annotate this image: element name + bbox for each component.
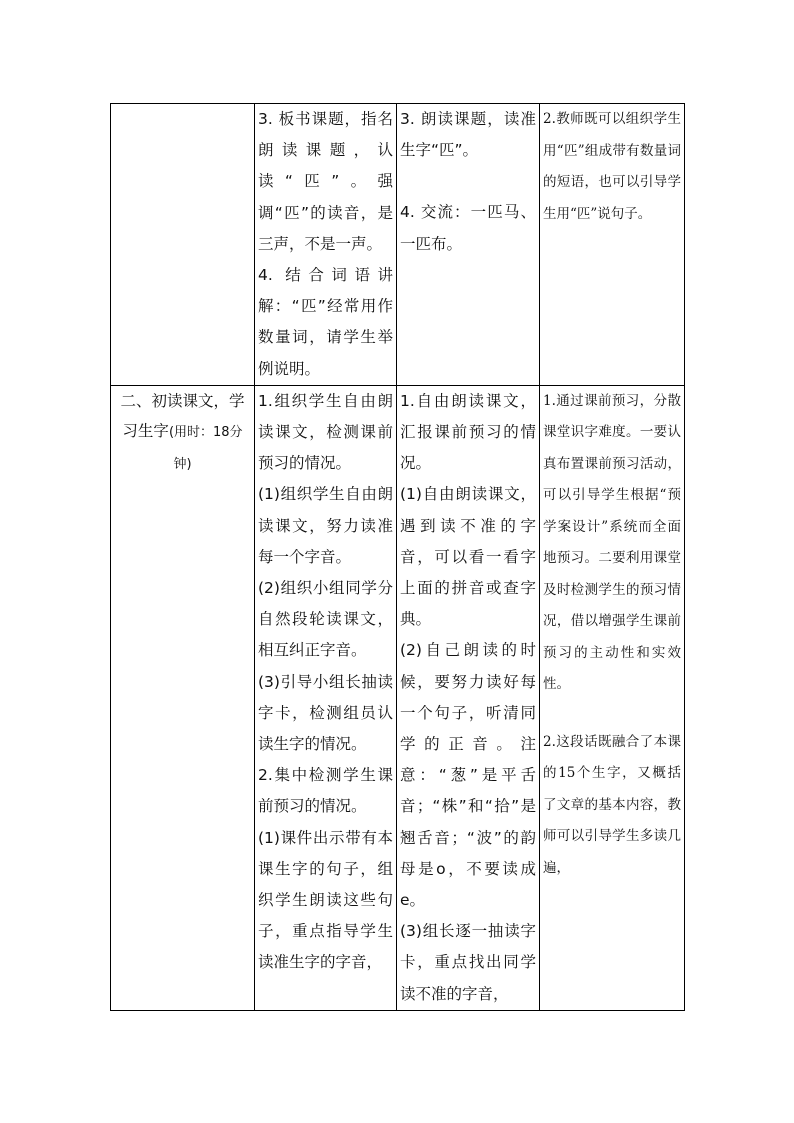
table-row: [111, 104, 685, 386]
student-step: (2)自己朗读的时候，要努力读好每一个句子，听清同学的正音。注意：“葱”是平舌音；“株”和“拾”是翘舌音；“波”的韵母是o，不要读成e。: [400, 641, 536, 910]
stage-cell: [111, 385, 255, 1010]
design-note: 2.这段话既融合了本课的15个生字，又概括了文章的基本内容，教师可以引导学生多读几遍，: [543, 733, 681, 876]
student-activity-cell: [397, 385, 540, 1010]
design-note: 1.通过课前预习，分散课堂识字难度。一要认真布置课前预习活动，可以引导学生根据“预学案设计”系统而全面地预习。二要利用课堂及时检测学生的预习情况，借以增强学生课前预习的主动性和实效性。: [543, 392, 681, 693]
stage-time: (用时：18分钟): [168, 424, 243, 472]
teacher-activity-cell: [255, 104, 397, 386]
teacher-step: (1)组织学生自由朗读课文，努力读准每一个字音。: [258, 485, 393, 566]
table-row: [111, 385, 685, 1010]
stage-cell: [111, 104, 255, 386]
stage-title: 二、初读课文，学习生字: [120, 391, 245, 440]
teacher-step: 4. 结合词语讲解：“匹”经常用作数量词，请学生举例说明。: [258, 266, 393, 378]
student-step: 4. 交流：一匹马、一匹布。: [400, 203, 536, 253]
student-step: 1.自由朗读课文，汇报课前预习的情况。: [400, 391, 536, 473]
spacer: [400, 166, 536, 197]
design-note: 2.教师既可以组织学生用“匹”组成带有数量词的短语，也可以引导学生用“匹”说句子。: [543, 111, 681, 222]
teacher-step: (1)课件出示带有本课生字的句子，组织学生朗读这些句子，重点指导学生读准生字的字音，: [258, 828, 393, 972]
teacher-step: (3)引导小组长抽读字卡，检测组员认读生字的情况。: [258, 672, 393, 754]
teacher-step: 2.集中检测学生课前预习的情况。: [258, 766, 393, 816]
teacher-step: 3. 板书课题，指名朗读课题，认读“匹”。强调“匹”的读音，是三声，不是一声。: [258, 110, 393, 253]
teacher-step: (2)组织小组同学分自然段轮读课文，相互纠正字音。: [258, 579, 393, 660]
design-note-cell: [540, 104, 685, 386]
design-note-cell: [540, 385, 685, 1010]
lesson-plan-table: [110, 103, 685, 1011]
spacer: [543, 701, 681, 727]
student-step: (1)自由朗读课文，遇到读不准的字音，可以看一看字上面的拼音或查字典。: [400, 485, 536, 629]
teacher-step: 1.组织学生自由朗读课文，检测课前预习的情况。: [258, 391, 393, 473]
student-step: 3. 朗读课题，读准生字“匹”。: [400, 110, 536, 160]
student-activity-cell: [397, 104, 540, 386]
student-step: (3)组长逐一抽读字卡，重点找出同学读不准的字音，: [400, 922, 536, 1003]
teacher-activity-cell: [255, 385, 397, 1010]
